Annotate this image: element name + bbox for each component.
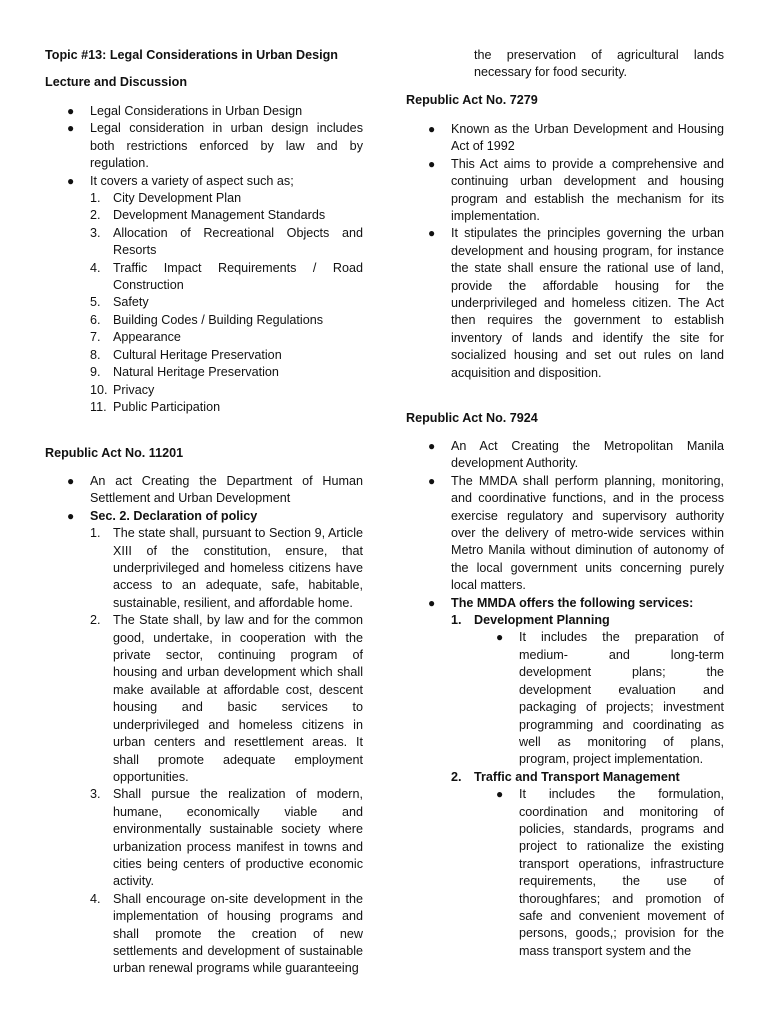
list-item: 3. Allocation of Recreational Objects and Resorts	[90, 225, 363, 258]
list-item: 2. Development Management Standards	[90, 208, 326, 223]
list-item: 7. Appearance	[90, 330, 181, 345]
list-item: 9. Natural Heritage Preservation	[90, 365, 279, 380]
ra7279-list	[406, 121, 724, 382]
service-title: 1. Development Planning	[451, 613, 610, 628]
list-item: 11. Public Participation	[90, 399, 221, 414]
ra7279-heading: Republic Act No. 7279	[406, 93, 538, 107]
list-item: 5. Safety	[90, 295, 149, 310]
list-item: ● An act Creating the Department of Human Settlement and Urban Development	[67, 474, 363, 506]
list-item: 1. The state shall, pursuant to Section 9, Article XIII of the constitution, ensure, that underprivileged and homeless citizens have access to an adequate, safe, habitable, sustainable, resilient, and affordable home.	[90, 526, 363, 610]
intro-list	[45, 103, 363, 416]
ra11201-heading: Republic Act No. 11201	[45, 446, 184, 460]
list-item: 4. Shall encourage on-site development in the implementation of housing programs and shall promote the creation of new settlements and development of sustainable urban renewal programs while guaranteeing	[90, 891, 363, 976]
ra7924-list	[406, 438, 724, 960]
list-item: ● Legal consideration in urban design includes both restrictions enforced by law and by regulation.	[67, 121, 363, 171]
list-item: ● It covers a variety of aspect such as;	[67, 173, 294, 188]
list-item: 3. Shall pursue the realization of modern, humane, economically viable and environmentally sustainable society where urbanization process manifest in towns and cities being centers of productive economic activity.	[90, 787, 363, 889]
ra7924-heading: Republic Act No. 7924	[406, 411, 538, 425]
service-title: 2. Traffic and Transport Management	[451, 769, 680, 784]
list-item: 10. Privacy	[90, 382, 155, 397]
list-item: 6. Building Codes / Building Regulations	[90, 312, 324, 327]
list-item: 4. Traffic Impact Requirements / Road Construction	[90, 260, 363, 293]
topic-title: Topic #13: Legal Considerations in Urban Design	[45, 48, 338, 62]
ra11201-list	[45, 473, 363, 978]
list-item: ● It includes the preparation of medium- and long-term development plans; the development evaluation and packaging of projects; investment programming and coordinating as well as monitoring of plans, program, project implementation.	[496, 630, 724, 767]
list-item: ● This Act aims to provide a comprehensive and continuing urban development and housing program and establish the mechanism for its implementation.	[428, 156, 724, 224]
list-item: 1. City Development Plan	[90, 191, 242, 206]
list-item: ● Known as the Urban Development and Housing Act of 1992	[428, 122, 724, 154]
list-item: 2. The State shall, by law and for the common good, undertake, in cooperation with the private sector, continuing program of housing and urban development which shall make available at affordable cost, descent housing and basic services to underprivileged and homeless citizens in urban centers and resettlement areas. It shall promote adequate employment opportunities.	[90, 613, 363, 784]
list-item: ● The MMDA shall perform planning, monitoring, and coordinative functions, and in the process exercise regulatory and supervisory authority over the delivery of metro-wide services within Metro Manila without diminution of autonomy of the local government units concerning purely local matters.	[428, 473, 724, 593]
list-item: ● It stipulates the principles governing the urban development and housing program, for instance the state shall ensure the rational use of land, provide the affordable housing for the underprivileged and homeless citizen. The Act then requires the government to establish inventory of lands and identify the site for socialized housing and set out rules on land acquisition and disposition.	[428, 226, 724, 380]
list-item: ● Legal Considerations in Urban Design	[67, 104, 303, 118]
continuation-text: the preservation of agricultural lands necessary for food security.	[474, 48, 724, 80]
lecture-heading: Lecture and Discussion	[45, 75, 188, 89]
list-item: ● An Act Creating the Metropolitan Manila development Authority.	[428, 439, 724, 471]
list-item: ● Sec. 2. Declaration of policy	[67, 508, 258, 523]
list-item: ● The MMDA offers the following services:	[428, 595, 694, 610]
list-item: 8. Cultural Heritage Preservation	[90, 347, 282, 362]
list-item: ● It includes the formulation, coordination and monitoring of policies, standards, programs and project to rationalize the existing transport operations, infrastructure requirements, the use of thoroughfares; and promotion of safe and convenient movement of persons, goods,; provision for the mass transport system and the	[496, 787, 724, 958]
